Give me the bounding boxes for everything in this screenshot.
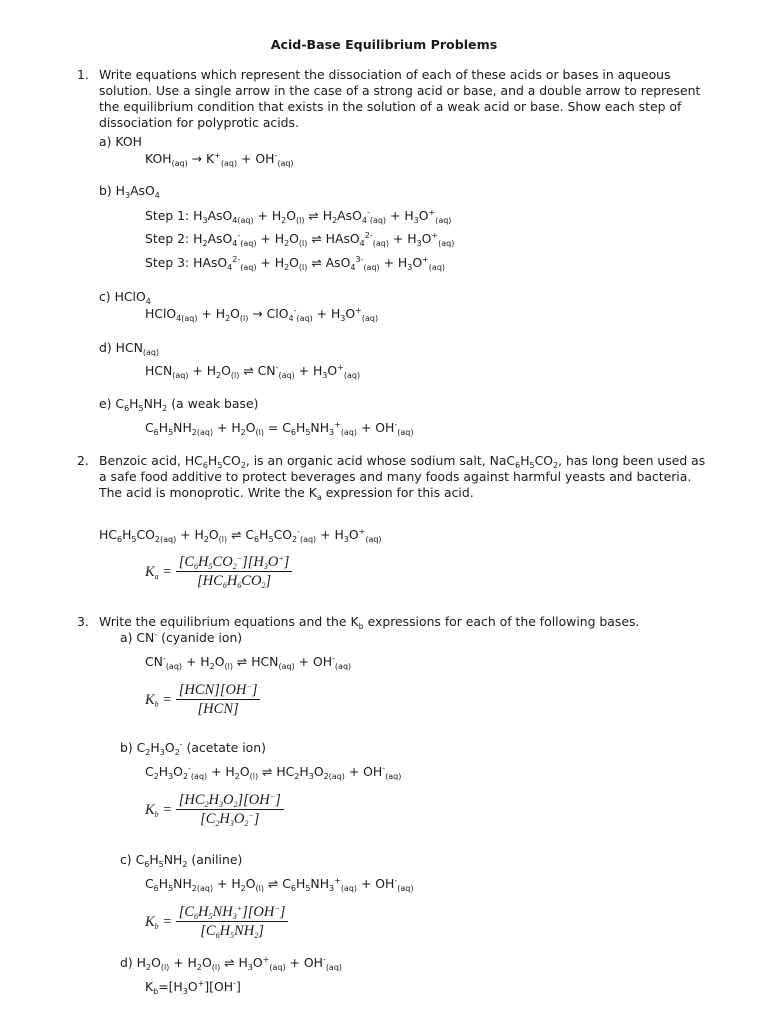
q1e-label: e) $C_6H_5NH_2$ (a weak base) xyxy=(99,396,259,413)
q3d-equation: d) $H_2O_{(l)} + H_2O_{(l)}$ ⇌ $H_3O^+_{(aq)} + OH^-_{(aq)}$ xyxy=(120,955,343,972)
question-number: 2. xyxy=(77,453,89,468)
q2-text-3: , has long been used as a safe food additive to protect beverages and many foods against harmful yeasts and bacteria. The acid is monoprotic. Write the K xyxy=(99,453,706,500)
equation-cyanide: $CN^-_{(aq)} + H_2O_{(l)}$ ⇌ $HCN_{(aq)} + OH^-_{(aq)}$ xyxy=(145,654,352,671)
q2-text-4: expression for this acid. xyxy=(321,485,474,500)
question-number: 1. xyxy=(77,67,89,82)
equation-step-2: Step 2: $H_2AsO_4^-_{(aq)} + H_2O_{(l)}$ ⇌ HAsO$_4^{2-}_{(aq)}$ + $H_3O^+_{(aq)}$ xyxy=(145,231,455,248)
q2-text-1: Benzoic acid, HC xyxy=(99,453,203,468)
q1b-label: b) $H_3AsO_4$ xyxy=(99,183,160,200)
kw-expression: $K_b=[H_3O^+][OH^-]$ xyxy=(145,979,241,996)
equation-benzoic: $HC_6H_5CO_{2(aq)} + H_2O_{(l)}$ ⇌ $C_6H_5CO_2^-_{(aq)} + H_3O^+_{(aq)}$ xyxy=(99,527,382,544)
q1b-label-text: b) H xyxy=(99,183,125,198)
equation-aniline: $C_6H_5NH_{2(aq)} + H_2O_{(l)} = C_6H_5NH_3^+_{(aq)} + OH^-_{(aq)}$ xyxy=(145,420,414,437)
equation-hcn: $HCN_{(aq)} + H_2O_{(l)}$ ⇌ $CN^-_{(aq)} + H_3O^+_{(aq)}$ xyxy=(145,363,361,380)
equation-aniline-kb: $C_6H_5NH_{2(aq)} + H_2O_{(l)}$ ⇌ $C_6H_5NH_3^+_{(aq)} + OH^-_{(aq)}$ xyxy=(145,876,414,893)
q3a-label: a) CN- (cyanide ion) xyxy=(120,630,243,645)
question-2-text: Benzoic acid, $HC_6H_5CO_2$, is an organic acid whose sodium salt, $NaC_6H_5CO_2$, has long been used as a safe food additive to protect beverages and many foods against harmful yeasts and bacteria. The acid is monoprotic. Write the $K_a$ expression for this acid. xyxy=(99,453,706,502)
q3a-label-text: a) CN xyxy=(120,630,155,645)
q3-text-2: expressions for each of the following bases. xyxy=(363,614,640,629)
kb-acetate: $K_b$ = $\frac{[HC_2H_3O_2][OH^-]}{[C_2H_3O_2^-]}$ xyxy=(145,791,284,828)
q1a-label: a) KOH xyxy=(99,134,142,149)
q3c-note: (aniline) xyxy=(187,852,243,867)
kb-cyanide: $K_b$ = $\frac{[HCN][OH^-]}{\text{[HCN]}}$ xyxy=(145,681,260,718)
step-1-label: Step 1: xyxy=(145,208,194,223)
q2-text-2: , is an organic acid whose sodium salt, NaC xyxy=(245,453,516,468)
q1c-label: c) HClO$_4$ xyxy=(99,289,151,306)
q1e-note: (a weak base) xyxy=(167,396,259,411)
q1d-label-text: d) HCN xyxy=(99,340,143,355)
q3c-label: c) $C_6H_5NH_2$ (aniline) xyxy=(120,852,243,869)
equation-acetate: $C_2H_3O_2^-_{(aq)} + H_2O_{(l)}$ ⇌ $HC_2H_3O_{2(aq)} + OH^-_{(aq)}$ xyxy=(145,764,402,781)
question-1-text: Write equations which represent the dissociation of each of these acids or bases in aqueous solution. Use a single arrow in the case of a strong acid or base, and a double arrow to represent the equilibrium condition that exists in the solution of a weak acid or base. Show each step of dissociation for polyprotic acids. xyxy=(99,67,701,130)
q1e-label-text: e) C xyxy=(99,396,125,411)
step-2-label: Step 2: xyxy=(145,231,194,246)
step-3-label: Step 3: xyxy=(145,255,194,270)
ka-expression: $K_a$ = $\frac{[C_6H_5CO_2^-][H_3O^+]}{[HC_6H_6CO_2]}$ xyxy=(145,553,292,590)
q3a-note: (cyanide ion) xyxy=(157,630,243,645)
q3b-label: b) $C_2H_3O_2^-$ (acetate ion) xyxy=(120,740,266,757)
question-3-text: Write the equilibrium equations and the $K_b$ expressions for each of the following bases. xyxy=(99,614,640,631)
q1c-label-text: c) HClO xyxy=(99,289,146,304)
equation-hclo4: HClO$_{4(aq)}$ + $H_2O_{(l)} \to ClO_4^-_{(aq)} + H_3O^+_{(aq)}$ xyxy=(145,306,379,323)
q3b-note: (acetate ion) xyxy=(182,740,266,755)
q3-text-1: Write the equilibrium equations and the K xyxy=(99,614,359,629)
kb-aniline: $K_b$ = $\frac{[C_6H_5NH_3^+][OH^-]}{[C_6H_5NH_2]}$ xyxy=(145,903,288,940)
page-title: Acid-Base Equilibrium Problems xyxy=(270,37,498,52)
equation-step-3: Step 3: HAsO$_4^{2-}_{(aq)}$ + $H_2O_{(l)}$ ⇌ $AsO_4^{3-}_{(aq)} + H_3O^+_{(aq)}$ xyxy=(145,255,446,272)
equation-koh: $KOH_{(aq)} \to K^+_{(aq)} + OH^-_{(aq)}$ xyxy=(145,151,294,168)
equation-step-1: Step 1: $H_3AsO_{4(aq)} + H_2O_{(l)}$ ⇌ $H_2AsO_4^-_{(aq)} + H_3O^+_{(aq)}$ xyxy=(145,208,452,225)
question-number: 3. xyxy=(77,614,89,629)
q3d-label-text: d) H xyxy=(120,955,146,970)
q1d-label: d) $HCN_{(aq)}$ xyxy=(99,340,160,357)
